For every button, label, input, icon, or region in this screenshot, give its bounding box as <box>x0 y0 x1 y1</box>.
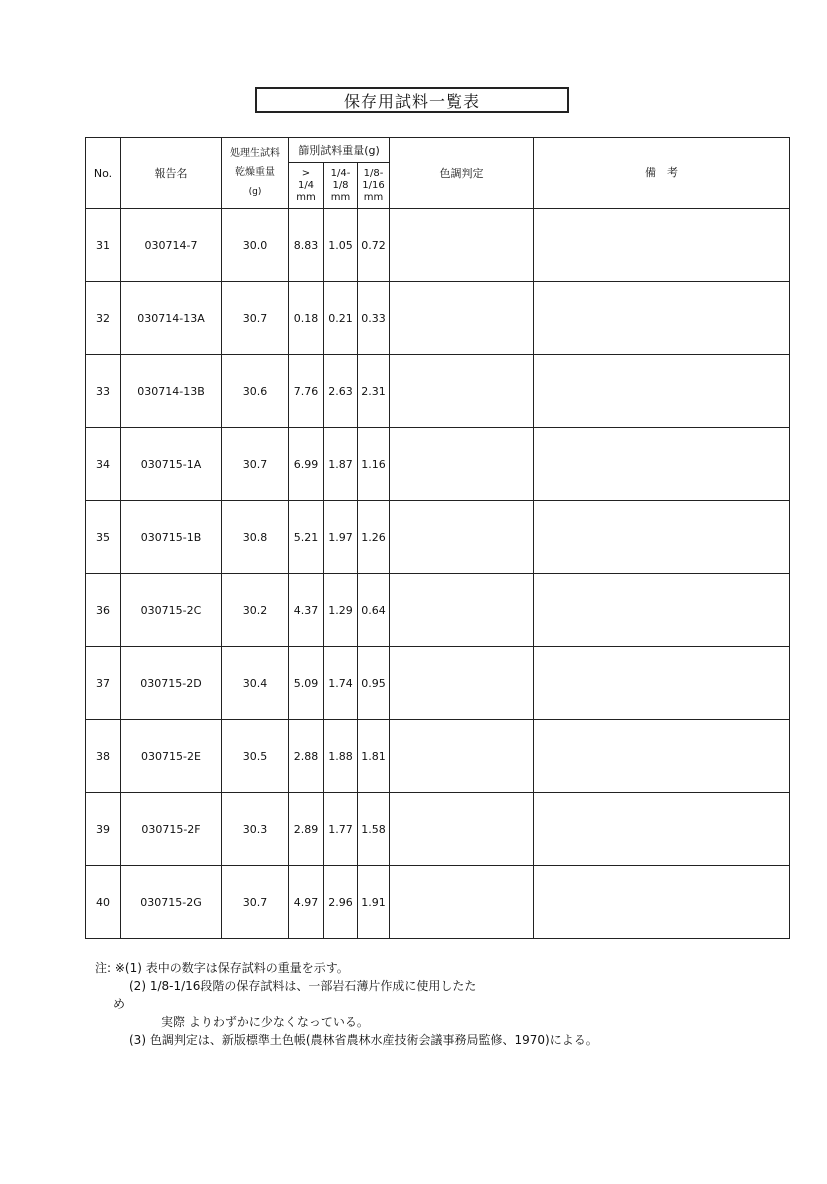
header-sieve-1-line3: mm <box>296 191 316 203</box>
cell-sieve-3: 1.26 <box>358 501 390 574</box>
cell-report: 030715-1A <box>121 428 222 501</box>
table-row <box>86 720 790 793</box>
cell-sieve-3: 1.16 <box>358 428 390 501</box>
header-sieve-2-line3: mm <box>330 191 351 203</box>
cell-remarks <box>534 793 790 866</box>
cell-sieve-2: 2.63 <box>324 355 358 428</box>
cell-dry-weight: 30.6 <box>222 355 289 428</box>
cell-sieve-1: 8.83 <box>289 209 324 282</box>
cell-sieve-2: 1.88 <box>324 720 358 793</box>
cell-sieve-3: 1.81 <box>358 720 390 793</box>
header-sieve-1-line1: > <box>301 167 311 179</box>
cell-sieve-1: 5.21 <box>289 501 324 574</box>
cell-report: 030714-13A <box>121 282 222 355</box>
cell-no: 37 <box>86 647 121 720</box>
cell-color <box>390 720 534 793</box>
cell-report: 030715-2D <box>121 647 222 720</box>
cell-dry-weight: 30.0 <box>222 209 289 282</box>
cell-report: 030715-1B <box>121 501 222 574</box>
page-title: 保存用試料一覧表 <box>255 87 569 113</box>
cell-remarks <box>534 866 790 939</box>
cell-no: 34 <box>86 428 121 501</box>
cell-remarks <box>534 720 790 793</box>
cell-remarks <box>534 647 790 720</box>
cell-sieve-3: 1.91 <box>358 866 390 939</box>
note-line-1: 注: ※(1) 表中の数字は保存試料の重量を示す。 <box>95 961 349 975</box>
sample-table <box>85 137 790 939</box>
cell-sieve-3: 0.33 <box>358 282 390 355</box>
table-header <box>86 138 790 209</box>
cell-sieve-3: 2.31 <box>358 355 390 428</box>
cell-sieve-1: 4.37 <box>289 574 324 647</box>
table-row <box>86 355 790 428</box>
cell-sieve-2: 1.74 <box>324 647 358 720</box>
note-line-2: (2) 1/8-1/16段階の保存試料は、一部岩石薄片作成に使用したた <box>129 979 477 993</box>
cell-sieve-2: 2.96 <box>324 866 358 939</box>
cell-no: 38 <box>86 720 121 793</box>
cell-no: 40 <box>86 866 121 939</box>
cell-dry-weight: 30.5 <box>222 720 289 793</box>
cell-sieve-1: 5.09 <box>289 647 324 720</box>
header-sieve-2 <box>324 163 358 209</box>
cell-remarks <box>534 282 790 355</box>
header-sieve-3-line2: 1/16 <box>362 179 385 191</box>
cell-no: 39 <box>86 793 121 866</box>
header-dry-weight-line1: 処理生試料 <box>230 148 280 159</box>
cell-dry-weight: 30.7 <box>222 282 289 355</box>
cell-sieve-1: 4.97 <box>289 866 324 939</box>
header-sieve-1-line2: 1/4 <box>297 179 315 191</box>
cell-color <box>390 428 534 501</box>
cell-report: 030715-2F <box>121 793 222 866</box>
cell-sieve-3: 0.95 <box>358 647 390 720</box>
header-remarks: 備 考 <box>534 138 790 209</box>
header-sieve-group: 篩別試料重量(g) <box>289 138 390 163</box>
header-sieve-2-line2: 1/8 <box>332 179 349 191</box>
cell-color <box>390 574 534 647</box>
cell-no: 31 <box>86 209 121 282</box>
header-dry-weight <box>222 138 289 209</box>
cell-sieve-2: 1.05 <box>324 209 358 282</box>
cell-dry-weight: 30.7 <box>222 866 289 939</box>
note-line-3: め <box>113 997 126 1011</box>
cell-no: 32 <box>86 282 121 355</box>
cell-color <box>390 355 534 428</box>
cell-remarks <box>534 209 790 282</box>
table-row <box>86 866 790 939</box>
cell-dry-weight: 30.7 <box>222 428 289 501</box>
cell-remarks <box>534 355 790 428</box>
header-dry-weight-line2: 乾燥重量 <box>235 167 275 178</box>
header-sieve-3-line1: 1/8- <box>363 167 384 179</box>
table-row <box>86 647 790 720</box>
header-color: 色調判定 <box>390 138 534 209</box>
cell-color <box>390 793 534 866</box>
cell-sieve-2: 1.97 <box>324 501 358 574</box>
table-row <box>86 209 790 282</box>
header-sieve-3 <box>358 163 390 209</box>
notes-section <box>95 960 795 1050</box>
cell-sieve-2: 0.21 <box>324 282 358 355</box>
cell-report: 030714-13B <box>121 355 222 428</box>
cell-report: 030715-2G <box>121 866 222 939</box>
cell-dry-weight: 30.3 <box>222 793 289 866</box>
cell-sieve-2: 1.29 <box>324 574 358 647</box>
header-report: 報告名 <box>121 138 222 209</box>
header-dry-weight-unit: (g) <box>248 187 262 197</box>
table-row <box>86 793 790 866</box>
cell-no: 35 <box>86 501 121 574</box>
cell-sieve-1: 6.99 <box>289 428 324 501</box>
table-row <box>86 428 790 501</box>
cell-sieve-1: 2.88 <box>289 720 324 793</box>
table-row <box>86 501 790 574</box>
cell-remarks <box>534 574 790 647</box>
note-line-5: (3) 色調判定は、新版標準土色帳(農林省農林水産技術会議事務局監修、1970)による。 <box>129 1033 598 1047</box>
cell-sieve-1: 0.18 <box>289 282 324 355</box>
table-body <box>86 209 790 939</box>
cell-dry-weight: 30.8 <box>222 501 289 574</box>
cell-remarks <box>534 428 790 501</box>
cell-color <box>390 647 534 720</box>
cell-remarks <box>534 501 790 574</box>
cell-sieve-3: 1.58 <box>358 793 390 866</box>
cell-sieve-1: 2.89 <box>289 793 324 866</box>
cell-color <box>390 866 534 939</box>
header-no: No. <box>86 138 121 209</box>
table-row <box>86 574 790 647</box>
cell-color <box>390 501 534 574</box>
cell-sieve-2: 1.87 <box>324 428 358 501</box>
header-sieve-2-line1: 1/4- <box>330 167 351 179</box>
cell-dry-weight: 30.2 <box>222 574 289 647</box>
note-line-4: 実際 よりわずかに少なくなっている。 <box>161 1015 369 1029</box>
header-sieve-3-line3: mm <box>363 191 384 203</box>
cell-no: 33 <box>86 355 121 428</box>
cell-no: 36 <box>86 574 121 647</box>
cell-report: 030714-7 <box>121 209 222 282</box>
cell-report: 030715-2E <box>121 720 222 793</box>
cell-dry-weight: 30.4 <box>222 647 289 720</box>
cell-sieve-3: 0.72 <box>358 209 390 282</box>
cell-color <box>390 209 534 282</box>
header-sieve-1 <box>289 163 324 209</box>
cell-report: 030715-2C <box>121 574 222 647</box>
cell-sieve-1: 7.76 <box>289 355 324 428</box>
cell-sieve-2: 1.77 <box>324 793 358 866</box>
cell-color <box>390 282 534 355</box>
table-row <box>86 282 790 355</box>
cell-sieve-3: 0.64 <box>358 574 390 647</box>
